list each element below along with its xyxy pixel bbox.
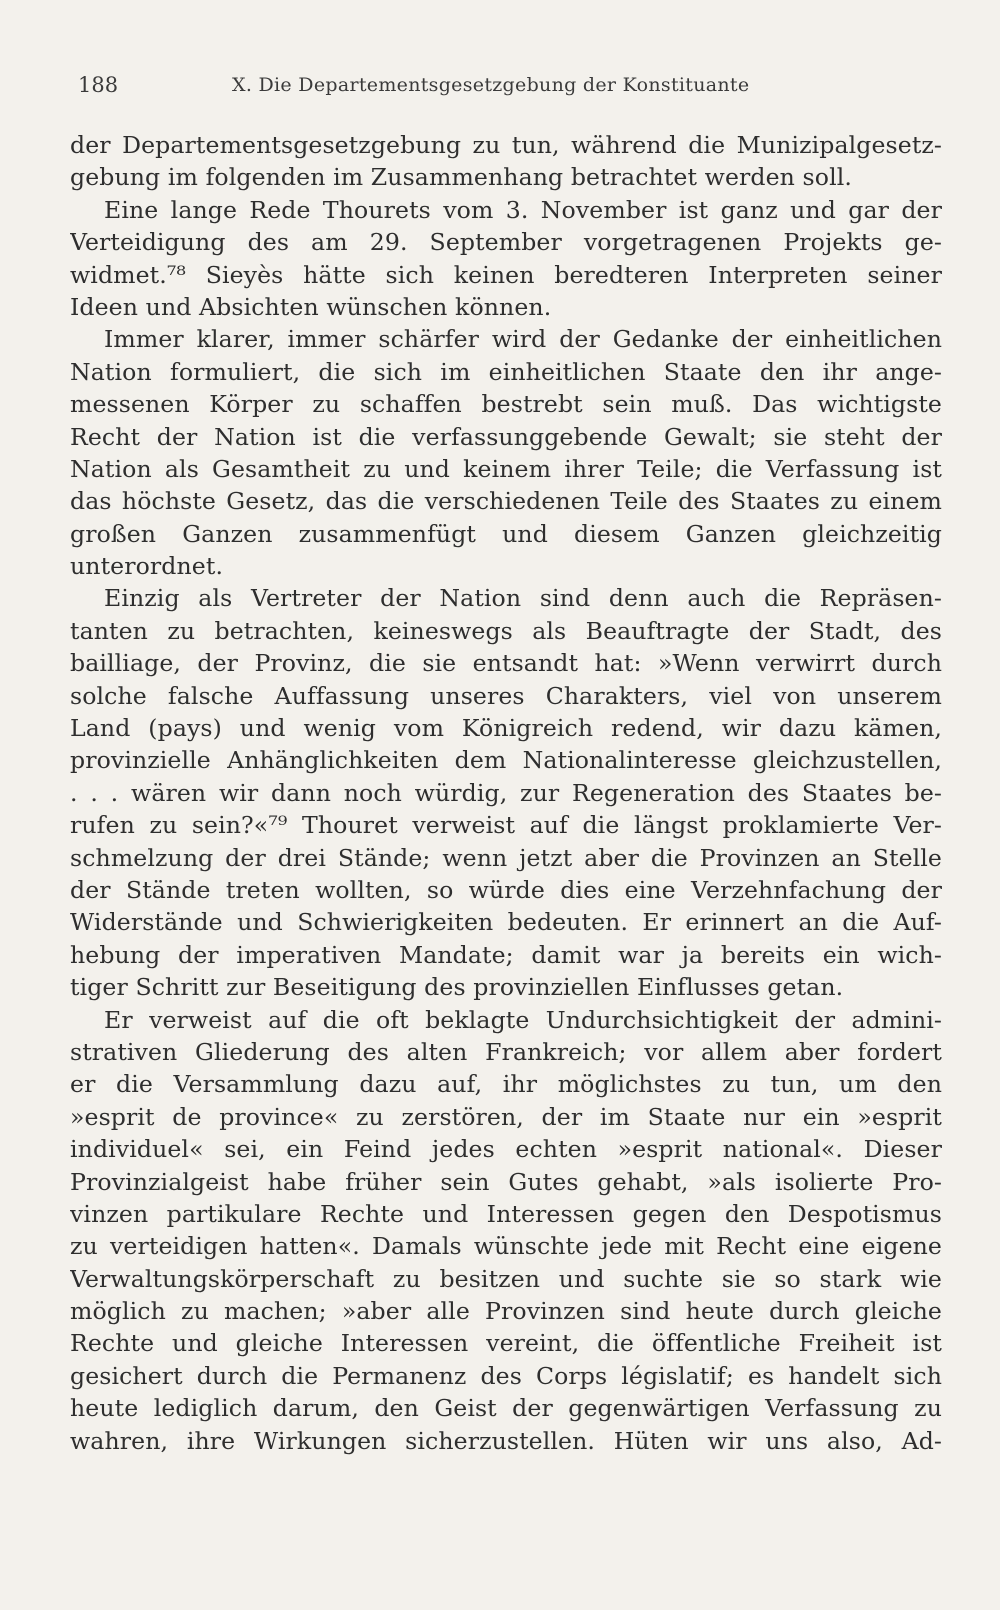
text-line: das höchste Gesetz, das die verschiedenen Teile des Staates zu einem xyxy=(70,487,942,516)
text-line: zu verteidigen hatten«. Damals wünschte jede mit Recht eine eigene xyxy=(70,1232,942,1261)
text-line: der Departementsgesetzgebung zu tun, während die Munizipalgesetz- xyxy=(70,131,942,159)
text-line: messenen Körper zu schaffen bestrebt sein muß. Das wichtigste xyxy=(70,390,942,419)
text-line: Nation formuliert, die sich im einheitlichen Staate den ihr ange- xyxy=(70,357,942,386)
text-line: tanten zu betrachten, keineswegs als Beauftragte der Stadt, des xyxy=(70,616,942,645)
text-line: Er verweist auf die oft beklagte Undurchsichtigkeit der admini- xyxy=(104,1005,942,1034)
text-line: gebung im folgenden im Zusammenhang betrachtet werden soll. xyxy=(70,163,852,192)
text-line: Nation als Gesamtheit zu und keinem ihrer Teile; die Verfassung ist xyxy=(70,454,942,483)
text-line: Widerstände und Schwierigkeiten bedeuten. Er erinnert an die Auf- xyxy=(70,908,942,937)
text-line: heute lediglich darum, den Geist der gegenwärtigen Verfassung zu xyxy=(70,1394,942,1423)
text-line: möglich zu machen; »aber alle Provinzen sind heute durch gleiche xyxy=(70,1297,942,1326)
running-title: X. Die Departementsgesetzgebung der Konstituante xyxy=(232,74,750,96)
text-line: . . . wären wir dann noch würdig, zur Regeneration des Staates be- xyxy=(70,778,942,807)
text-line: Verteidigung des am 29. September vorgetragenen Projekts ge- xyxy=(70,228,942,257)
text-line: Provinzialgeist habe früher sein Gutes gehabt, »als isolierte Pro- xyxy=(70,1167,942,1196)
text-line: schmelzung der drei Stände; wenn jetzt aber die Provinzen an Stelle xyxy=(70,843,942,872)
text-line: Land (pays) und wenig vom Königreich redend, wir dazu kämen, xyxy=(70,714,942,743)
text-line: er die Versammlung dazu auf, ihr möglichstes zu tun, um den xyxy=(70,1070,942,1099)
text-line: »esprit de province« zu zerstören, der im Staate nur ein »esprit xyxy=(70,1102,942,1131)
text-line: bailliage, der Provinz, die sie entsandt hat: »Wenn verwirrt durch xyxy=(70,649,942,678)
text-line: provinzielle Anhänglichkeiten dem Nationalinteresse gleichzustellen, xyxy=(70,746,942,775)
running-head xyxy=(78,70,934,104)
text-line: widmet.⁷⁸ Sieyès hätte sich keinen beredteren Interpreten seiner xyxy=(70,260,942,289)
text-line: Recht der Nation ist die verfassunggebende Gewalt; sie steht der xyxy=(70,422,942,451)
text-line: solche falsche Auffassung unseres Charakters, viel von unserem xyxy=(70,681,942,710)
text-line: hebung der imperativen Mandate; damit war ja bereits ein wich- xyxy=(70,940,942,969)
text-line: Ideen und Absichten wünschen können. xyxy=(70,292,552,321)
text-line: Eine lange Rede Thourets vom 3. November ist ganz und gar der xyxy=(104,195,942,224)
text-line: strativen Gliederung des alten Frankreich; vor allem aber fordert xyxy=(70,1037,942,1066)
text-line: gesichert durch die Permanenz des Corps législatif; es handelt sich xyxy=(70,1361,942,1390)
page-number: 188 xyxy=(78,73,119,97)
text-line: großen Ganzen zusammenfügt und diesem Ganzen gleichzeitig xyxy=(70,519,942,548)
text-line: Rechte und gleiche Interessen vereint, die öffentliche Freiheit ist xyxy=(70,1329,942,1358)
text-line: unterordnet. xyxy=(70,552,224,581)
text-line: tiger Schritt zur Beseitigung des provinziellen Einflusses getan. xyxy=(70,973,844,1002)
body-text xyxy=(70,129,942,1457)
text-line: vinzen partikulare Rechte und Interessen gegen den Despotismus xyxy=(70,1199,942,1228)
text-line: Immer klarer, immer schärfer wird der Gedanke der einheitlichen xyxy=(104,325,942,354)
text-line: wahren, ihre Wirkungen sicherzustellen. Hüten wir uns also, Ad- xyxy=(70,1426,942,1455)
text-line: individuel« sei, ein Feind jedes echten »esprit national«. Dieser xyxy=(70,1135,942,1164)
text-line: Einzig als Vertreter der Nation sind denn auch die Repräsen- xyxy=(104,584,942,613)
text-line: Verwaltungskörperschaft zu besitzen und suchte sie so stark wie xyxy=(70,1264,942,1293)
text-line: rufen zu sein?«⁷⁹ Thouret verweist auf die längst proklamierte Ver- xyxy=(70,811,942,840)
text-line: der Stände treten wollten, so würde dies eine Verzehnfachung der xyxy=(70,875,942,904)
